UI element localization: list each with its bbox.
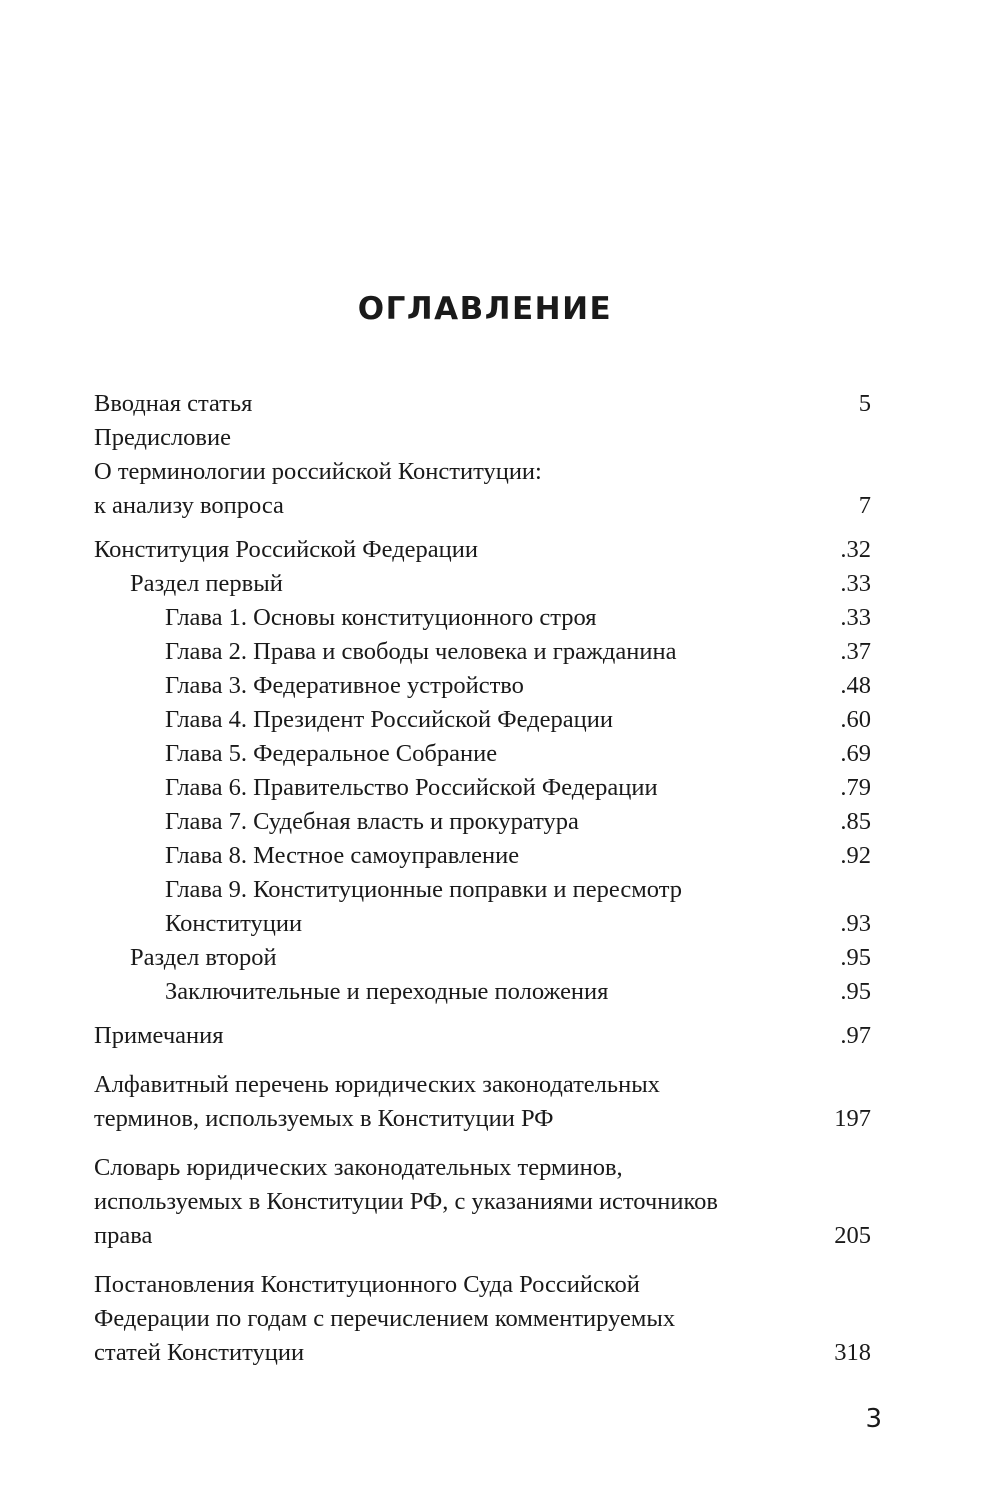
toc-page-number: 318 xyxy=(834,1339,871,1366)
table-of-contents xyxy=(94,387,871,1370)
toc-page-number: .95 xyxy=(840,978,871,1005)
toc-entry-title: статей Конституции xyxy=(94,1339,305,1366)
toc-entry-chapter xyxy=(94,601,871,635)
toc-page-number: .97 xyxy=(840,1022,871,1049)
toc-entry-chapter xyxy=(94,839,871,873)
toc-page-number: 7 xyxy=(858,492,871,519)
toc-page-number: 5 xyxy=(858,390,871,417)
toc-page-number: 205 xyxy=(834,1222,871,1249)
toc-preface-heading: Предисловие xyxy=(94,424,231,451)
toc-entry-title: Словарь юридических законодательных терминов, xyxy=(94,1154,623,1181)
toc-entry-title: Глава 9. Конституционные поправки и пересмотр xyxy=(165,876,682,903)
toc-entry-title: Раздел первый xyxy=(130,570,283,597)
toc-entry-title: Глава 4. Президент Российской Федерации xyxy=(165,706,613,733)
toc-entry-title: Конституции xyxy=(165,910,303,937)
toc-entry-title: Глава 8. Местное самоуправление xyxy=(165,842,520,869)
toc-entry-title: Глава 2. Права и свободы человека и гражданина xyxy=(165,638,677,665)
toc-page-number: .69 xyxy=(840,740,871,767)
toc-entry-title: Федерации по годам с перечислением комментируемых xyxy=(94,1305,676,1332)
toc-page-number: .79 xyxy=(840,774,871,801)
toc-entry-title: терминов, используемых в Конституции РФ xyxy=(94,1105,554,1132)
toc-page-number: .33 xyxy=(840,604,871,631)
toc-entry-chapter xyxy=(94,669,871,703)
toc-page-number: .93 xyxy=(840,910,871,937)
toc-page-number: 197 xyxy=(834,1105,871,1132)
toc-entry-title: Примечания xyxy=(94,1022,224,1049)
toc-entry-title: Глава 6. Правительство Российской Федерации xyxy=(165,774,658,801)
toc-entry-title: Раздел второй xyxy=(130,944,277,971)
toc-page-number: .33 xyxy=(840,570,871,597)
toc-entry-constitution xyxy=(94,533,871,567)
toc-page-number: .95 xyxy=(840,944,871,971)
toc-entry-intro xyxy=(94,387,871,421)
toc-entry-title: Глава 3. Федеративное устройство xyxy=(165,672,524,699)
toc-entry-chapter-9 xyxy=(94,907,871,941)
toc-entry-title: Алфавитный перечень юридических законодательных xyxy=(94,1071,660,1098)
toc-entry-title: к анализу вопроса xyxy=(94,492,284,519)
toc-entry-chapter xyxy=(94,737,871,771)
toc-entry-title: Глава 5. Федеральное Собрание xyxy=(165,740,498,767)
toc-entry-title: Постановления Конституционного Суда Российской xyxy=(94,1271,640,1298)
toc-entry-title: Заключительные и переходные положения xyxy=(165,978,609,1005)
toc-entry-notes xyxy=(94,1019,871,1053)
toc-page-number: .32 xyxy=(840,536,871,563)
toc-entry-title: права xyxy=(94,1222,153,1249)
toc-page-number: .48 xyxy=(840,672,871,699)
toc-entry-chapter xyxy=(94,703,871,737)
toc-entry-chapter xyxy=(94,805,871,839)
page-title: ОГЛАВЛЕНИЕ xyxy=(357,291,613,327)
toc-entry-title: Глава 7. Судебная власть и прокуратура xyxy=(165,808,579,835)
toc-entry-chapter xyxy=(94,635,871,669)
toc-entry-alphabetical xyxy=(94,1102,871,1136)
toc-entry-dictionary xyxy=(94,1219,871,1253)
toc-page-number: .92 xyxy=(840,842,871,869)
toc-entry-title: О терминологии российской Конституции: xyxy=(94,458,542,485)
toc-page-number: .85 xyxy=(840,808,871,835)
toc-page-number: .60 xyxy=(840,706,871,733)
toc-entry-final-provisions xyxy=(94,975,871,1009)
toc-entry-section-2 xyxy=(94,941,871,975)
toc-entry-rulings xyxy=(94,1336,871,1370)
toc-entry-preface xyxy=(94,489,871,523)
page-number: 3 xyxy=(865,1404,882,1434)
toc-entry-chapter xyxy=(94,771,871,805)
toc-entry-title: Конституция Российской Федерации xyxy=(94,536,478,563)
toc-entry-section-1 xyxy=(94,567,871,601)
toc-entry-title: используемых в Конституции РФ, с указаниями источников xyxy=(94,1188,718,1215)
toc-page-number: .37 xyxy=(840,638,871,665)
toc-entry-title: Глава 1. Основы конституционного строя xyxy=(165,604,597,631)
toc-entry-title: Вводная статья xyxy=(94,390,253,417)
